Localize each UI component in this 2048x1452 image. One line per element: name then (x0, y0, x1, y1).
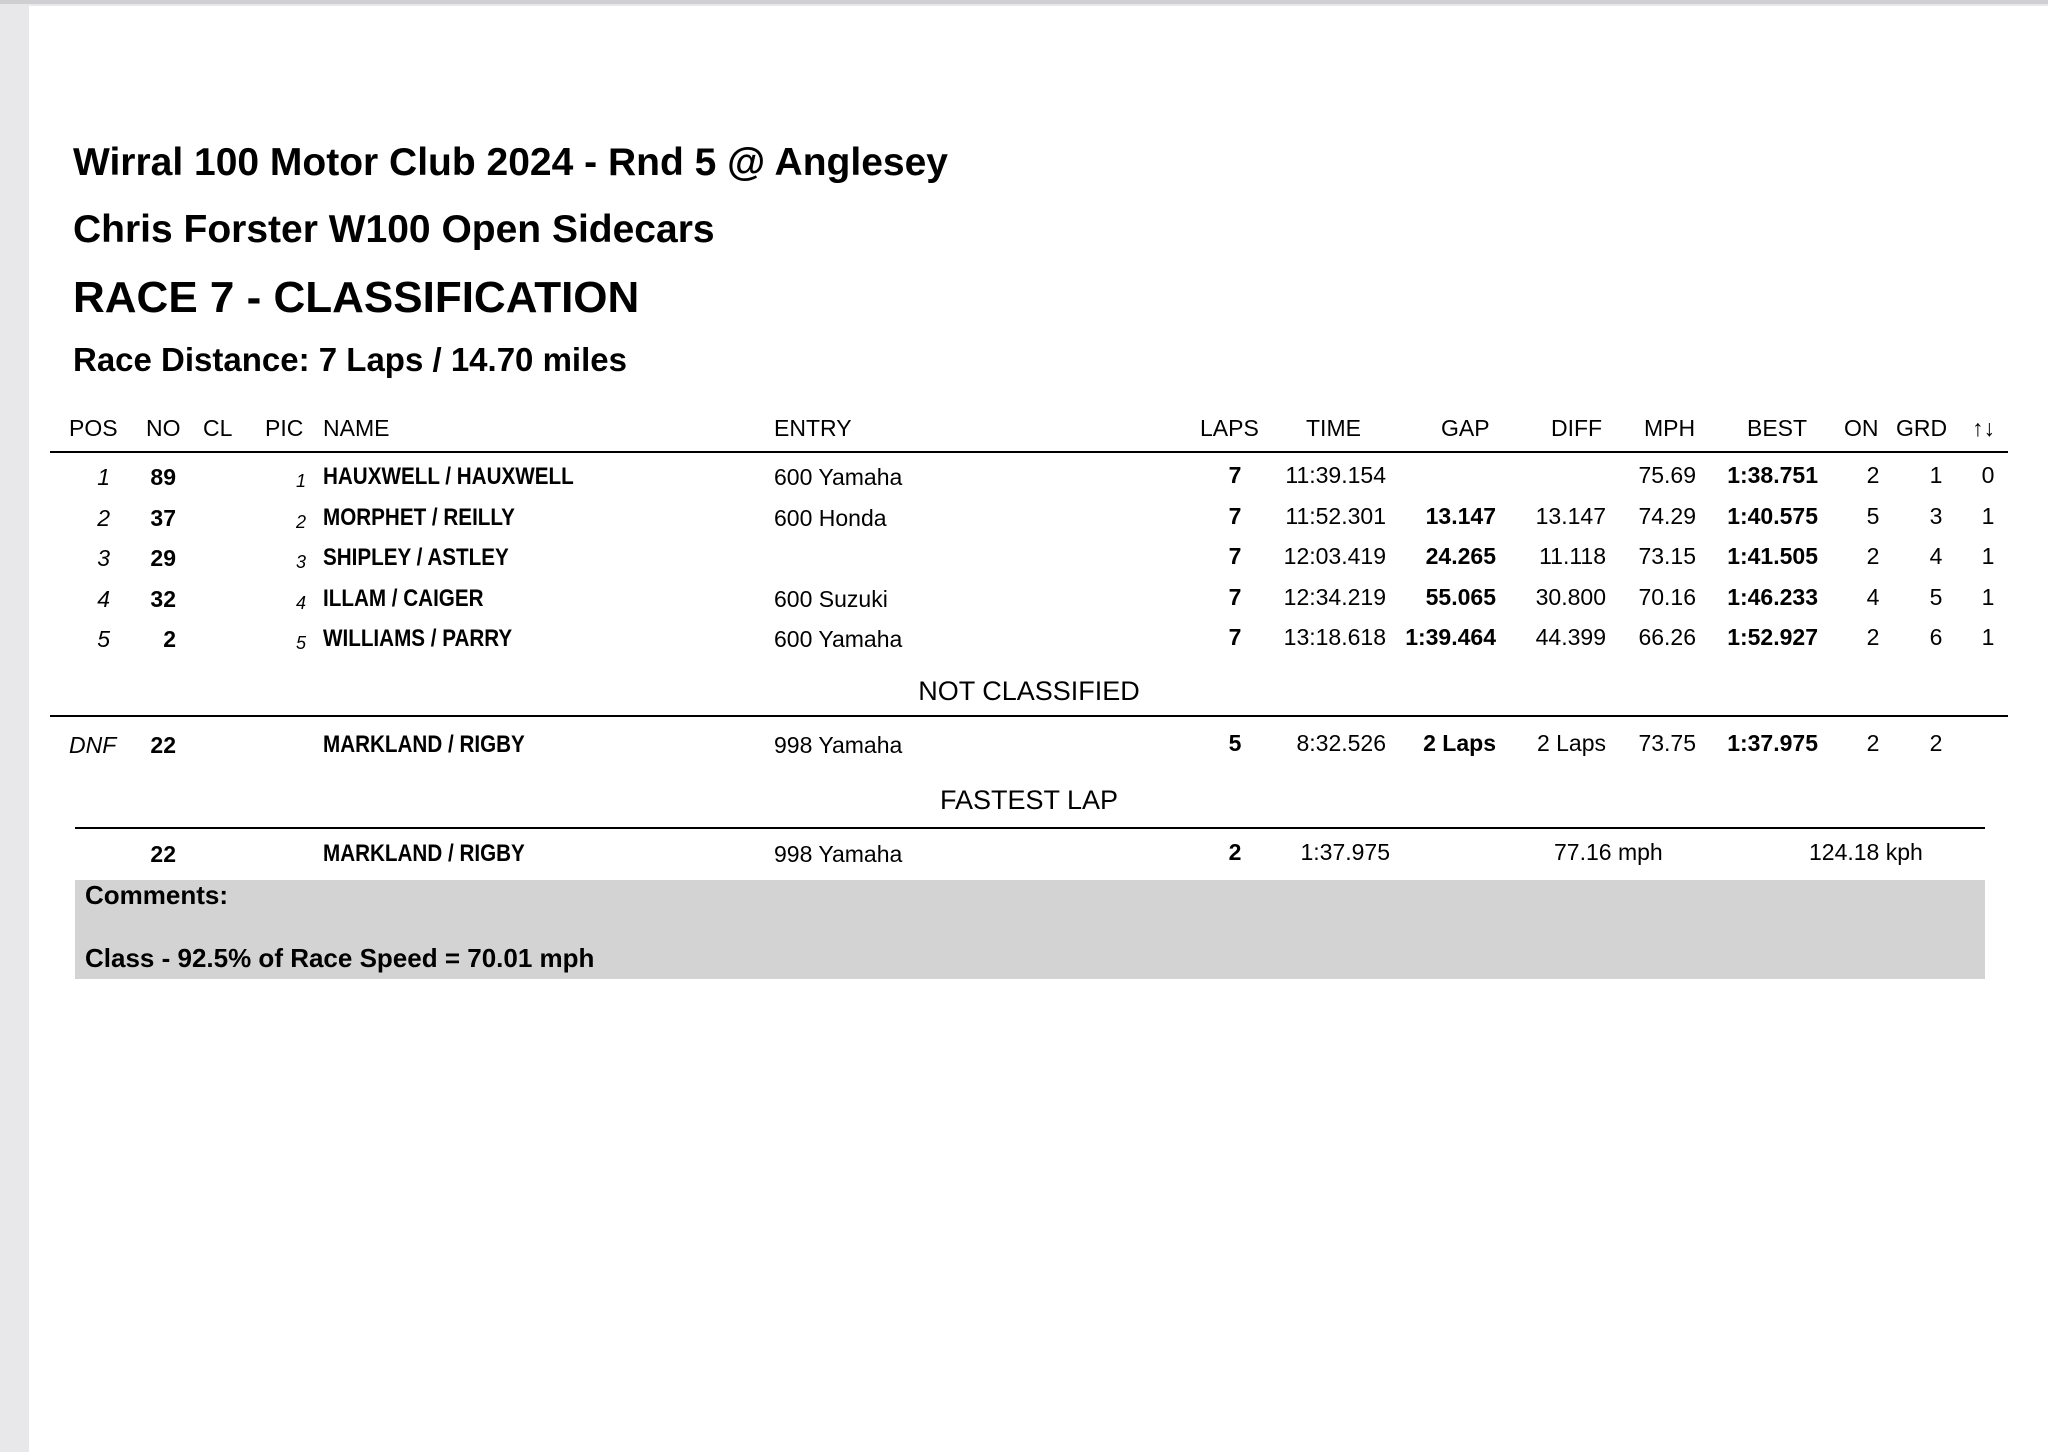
result-name: WILLIAMS / PARRY (323, 625, 513, 652)
col-header-mph: MPH (1644, 415, 1696, 441)
result-diff: 11.118 (1539, 543, 1606, 569)
result-grd: 6 (1929, 624, 1943, 650)
result-laps: 7 (1228, 502, 1242, 529)
col-header-time: TIME (1306, 415, 1361, 441)
result-no: 2 (163, 626, 176, 652)
fastest-lap-entry: 998 Yamaha (774, 841, 903, 867)
result-name: SHIPLEY / ASTLEY (323, 544, 509, 571)
fastest-lap-name: MARKLAND / RIGBY (323, 840, 525, 867)
result-entry: 600 Yamaha (774, 464, 903, 490)
result-on: 2 (1866, 543, 1880, 569)
result-pic: 4 (295, 592, 306, 613)
result-best: 1:46.233 (1727, 583, 1818, 610)
result-mph: 74.29 (1638, 502, 1696, 529)
result-move: 1 (1981, 502, 1995, 529)
col-header-pos: POS (69, 415, 118, 441)
result-diff: 44.399 (1535, 624, 1606, 650)
event-title: Chris Forster W100 Open Sidecars (73, 208, 715, 251)
page-top-edge (0, 0, 2048, 4)
result-pos: 4 (97, 585, 110, 612)
not-classified-on: 2 (1866, 730, 1880, 756)
result-no: 89 (150, 464, 176, 490)
result-pos: 1 (97, 464, 110, 490)
col-header-no: NO (146, 415, 181, 441)
race-distance: Race Distance: 7 Laps / 14.70 miles (73, 341, 627, 378)
result-time: 12:34.219 (1283, 583, 1386, 610)
header-divider (50, 451, 2008, 453)
result-time: 11:52.301 (1285, 502, 1386, 529)
result-laps: 7 (1228, 543, 1242, 569)
result-laps: 7 (1228, 624, 1242, 650)
not-classified-time: 8:32.526 (1296, 730, 1386, 756)
col-header-entry: ENTRY (774, 415, 852, 441)
result-on: 5 (1866, 502, 1880, 529)
result-no: 37 (150, 504, 176, 531)
col-header-gap: GAP (1441, 415, 1490, 441)
not-classified-name: MARKLAND / RIGBY (323, 731, 525, 758)
not-classified-entry: 998 Yamaha (774, 732, 903, 758)
meeting-title: Wirral 100 Motor Club 2024 - Rnd 5 @ Anglesey (73, 141, 948, 184)
result-name: ILLAM / CAIGER (323, 584, 484, 612)
result-move: 0 (1981, 462, 1995, 488)
result-time: 13:18.618 (1283, 624, 1386, 650)
result-mph: 73.15 (1638, 543, 1696, 569)
result-grd: 3 (1929, 502, 1943, 529)
result-best: 1:52.927 (1727, 624, 1818, 650)
col-header-name: NAME (323, 415, 390, 441)
result-grd: 1 (1929, 462, 1943, 488)
fastest-lap-heading: FASTEST LAP (939, 785, 1119, 815)
result-name: MORPHET / REILLY (323, 503, 515, 531)
result-mph: 70.16 (1638, 583, 1696, 610)
result-grd: 5 (1929, 583, 1943, 610)
result-pos: 5 (97, 626, 110, 652)
col-header-on: ON (1844, 415, 1879, 441)
result-entry: 600 Yamaha (774, 626, 903, 652)
result-gap: 55.065 (1425, 583, 1496, 610)
col-header-diff: DIFF (1551, 415, 1603, 441)
result-entry: 600 Honda (774, 504, 887, 531)
result-pos: 3 (97, 545, 110, 571)
result-laps: 7 (1228, 583, 1242, 610)
result-mph: 75.69 (1638, 462, 1696, 488)
result-pic: 2 (295, 511, 306, 532)
result-on: 2 (1866, 624, 1880, 650)
not-classified-gap: 2 Laps (1423, 730, 1496, 756)
result-no: 29 (150, 545, 176, 571)
result-pic: 5 (295, 633, 306, 653)
col-header-cl: CL (203, 415, 233, 441)
not-classified-pos: DNF (69, 732, 117, 758)
not-classified-diff: 2 Laps (1536, 730, 1606, 756)
result-pos: 2 (97, 504, 110, 531)
result-laps: 7 (1228, 462, 1242, 488)
result-time: 11:39.154 (1285, 462, 1386, 488)
result-gap: 13.147 (1425, 502, 1496, 529)
col-header-position-change: ↑↓ (1972, 415, 1995, 441)
fastest-lap-kph: 124.18 kph (1809, 839, 1923, 865)
result-move: 1 (1981, 624, 1995, 650)
comments-box (75, 880, 1985, 979)
fastest-lap-mph: 77.16 mph (1554, 839, 1663, 865)
result-gap: 1:39.464 (1405, 624, 1496, 650)
result-name: HAUXWELL / HAUXWELL (323, 463, 574, 490)
fastest-lap-lap: 2 (1228, 839, 1242, 865)
result-move: 1 (1981, 543, 1995, 569)
col-header-best: BEST (1747, 415, 1808, 441)
col-header-grd: GRD (1896, 415, 1948, 441)
result-pic: 1 (295, 471, 306, 491)
fastest-lap-time: 1:37.975 (1300, 839, 1390, 865)
col-header-pic: PIC (265, 415, 304, 441)
not-classified-mph: 73.75 (1638, 730, 1696, 756)
result-on: 2 (1866, 462, 1880, 488)
not-classified-no: 22 (150, 732, 176, 758)
result-grd: 4 (1929, 543, 1943, 569)
fastest-lap-divider (75, 827, 1985, 829)
result-gap: 24.265 (1425, 543, 1496, 569)
not-classified-laps: 5 (1228, 730, 1242, 756)
result-diff: 13.147 (1535, 502, 1606, 529)
result-best: 1:38.751 (1727, 462, 1818, 488)
comments-text: Class - 92.5% of Race Speed = 70.01 mph (85, 943, 595, 973)
not-classified-best: 1:37.975 (1727, 730, 1818, 756)
result-mph: 66.26 (1638, 624, 1696, 650)
result-on: 4 (1866, 583, 1880, 610)
result-move: 1 (1981, 583, 1995, 610)
result-pic: 3 (295, 552, 306, 572)
col-header-laps: LAPS (1200, 415, 1259, 441)
result-diff: 30.800 (1535, 583, 1606, 610)
result-best: 1:41.505 (1727, 543, 1818, 569)
race-title: RACE 7 - CLASSIFICATION (73, 273, 640, 322)
result-no: 32 (150, 585, 176, 612)
result-entry: 600 Suzuki (774, 585, 888, 612)
result-time: 12:03.419 (1283, 543, 1386, 569)
not-classified-heading: NOT CLASSIFIED (918, 676, 1140, 706)
not-classified-divider (50, 715, 2008, 717)
not-classified-grd: 2 (1929, 730, 1943, 756)
result-best: 1:40.575 (1727, 502, 1818, 529)
comments-label: Comments: (85, 880, 229, 910)
fastest-lap-no: 22 (150, 841, 176, 867)
